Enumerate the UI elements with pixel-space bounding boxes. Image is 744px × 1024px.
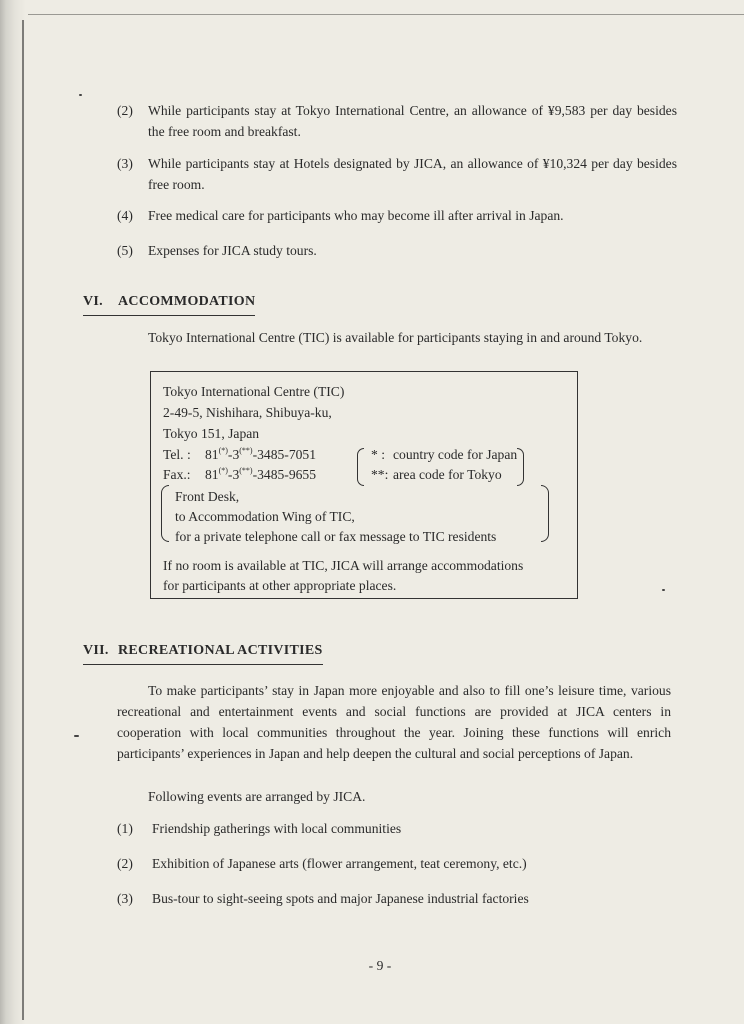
address-box	[150, 371, 578, 599]
tel-country-prefix: 81	[205, 447, 219, 462]
fallback-note: for participants at other appropriate places.	[163, 578, 397, 593]
fallback-note: If no room is available at TIC, JICA will arrange accommodations	[163, 558, 524, 573]
footnote-area-code	[371, 464, 502, 485]
tel-area: -3	[227, 447, 240, 462]
paragraph: To make participants’ stay in Japan more enjoyable and also to fill one’s leisure time, various recreational and entertainment events and social functions are provided at JICA centers in cooperation with local communities throughout the year. Joining these functions will enrich participants’ experiences in Japan and help deepen the cultural and social perceptions of Japan.	[117, 683, 671, 761]
page-top-edge	[28, 14, 744, 15]
benefit-item-4	[117, 205, 677, 226]
item-number: (1)	[117, 821, 133, 836]
item-text: While participants stay at Tokyo International Centre, an allowance of ¥9,583 per day besides the free room and breakfast.	[148, 103, 677, 139]
event-item-3	[117, 888, 677, 909]
front-desk-line: Front Desk,	[175, 489, 240, 504]
footnote-text: country code for Japan	[393, 447, 518, 462]
scan-speck	[662, 589, 665, 591]
item-number: (3)	[117, 156, 133, 171]
telephone-line	[163, 444, 316, 465]
front-desk-line: for a private telephone call or fax message to TIC residents	[175, 529, 497, 544]
item-text: Free medical care for participants who may become ill after arrival in Japan.	[148, 208, 564, 223]
tel-label: Tel. :	[163, 447, 191, 462]
paragraph: Tokyo International Centre (TIC) is available for participants staying in and around Tokyo.	[148, 330, 643, 345]
section-heading-recreational	[83, 643, 323, 665]
binding-edge	[0, 0, 26, 1024]
footnote-mark: **:	[371, 467, 389, 482]
paragraph: Following events are arranged by JICA.	[148, 789, 366, 804]
footnote-text: area code for Tokyo	[393, 467, 502, 482]
accommodation-intro	[117, 327, 671, 348]
item-text: Expenses for JICA study tours.	[148, 243, 317, 258]
fax-number: -3485-9655	[252, 467, 317, 482]
event-item-1	[117, 818, 677, 839]
benefit-item-5	[117, 240, 677, 261]
front-desk-left-paren	[161, 485, 169, 542]
footnote-mark: * :	[371, 447, 385, 462]
fax-area: -3	[227, 467, 240, 482]
tel-footnote-mark: (**)	[239, 446, 253, 455]
benefit-item-3	[117, 153, 677, 195]
item-text: Bus-tour to sight-seeing spots and major Japanese industrial factories	[152, 891, 529, 906]
fax-footnote-mark: (*)	[218, 466, 228, 475]
notes-right-paren	[517, 448, 524, 486]
front-desk-right-paren	[541, 485, 549, 542]
recreational-paragraph	[117, 680, 671, 764]
scan-speck	[79, 94, 82, 96]
address-street: 2-49-5, Nishihara, Shibuya-ku,	[163, 405, 332, 420]
fax-country-prefix: 81	[205, 467, 219, 482]
page-number: - 9 -	[368, 958, 392, 973]
item-text: Friendship gatherings with local communities	[152, 821, 402, 836]
notes-left-paren	[357, 448, 364, 486]
fax-line	[163, 464, 316, 485]
section-title: ACCOMMODATION	[118, 294, 256, 309]
footnote-country-code	[371, 444, 517, 465]
section-heading-accommodation	[83, 294, 255, 316]
fax-footnote-mark: (**)	[239, 466, 253, 475]
address-name: Tokyo International Centre (TIC)	[163, 384, 345, 399]
item-number: (2)	[117, 103, 133, 118]
event-item-2	[117, 853, 677, 874]
tel-footnote-mark: (*)	[218, 446, 228, 455]
events-intro	[117, 786, 671, 807]
section-number: VI.	[83, 294, 103, 309]
section-number: VII.	[83, 643, 109, 658]
fax-label: Fax.:	[163, 467, 191, 482]
item-text: While participants stay at Hotels designated by JICA, an allowance of ¥10,324 per day besides free room.	[148, 156, 677, 192]
address-city: Tokyo 151, Japan	[163, 426, 260, 441]
item-number: (4)	[117, 208, 133, 223]
item-number: (3)	[117, 891, 133, 906]
item-number: (5)	[117, 243, 133, 258]
benefit-item-2	[117, 100, 677, 142]
tel-number: -3485-7051	[252, 447, 317, 462]
scan-speck	[74, 735, 79, 737]
front-desk-line: to Accommodation Wing of TIC,	[175, 509, 355, 524]
item-number: (2)	[117, 856, 133, 871]
item-text: Exhibition of Japanese arts (flower arrangement, teat ceremony, etc.)	[152, 856, 527, 871]
section-title: RECREATIONAL ACTIVITIES	[118, 643, 323, 658]
